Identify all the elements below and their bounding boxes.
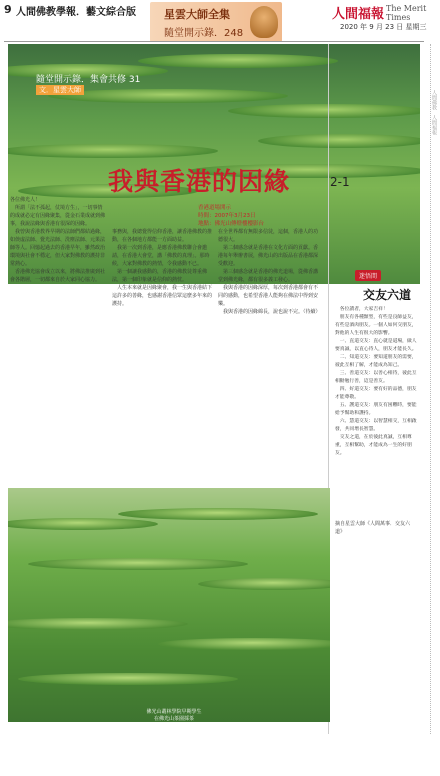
sidebar-tag: 迷悟間 bbox=[355, 270, 381, 281]
sidebar-text: 各位讀者，大家吉祥！ 朋友有各種類型，有些是良師益友，有些是酒肉朋友。一個人如何交朋友，對他的人生有很大的影響。 一、直道交友：直心就是道場，做人要真誠，以直心待人，朋友才能長久。 二、知道交友：要知道朋友的需要，彼此互相了解，才能成為知己。 三、善道交友：以善心相待，彼此互相勸勉行善，這是善友。 四、好道交友：要有好的品德，朋友才能尊敬。 五、護道交友：朋友有困難時，要能給予幫助和護持。 六、慧道交友：以智慧相交，互相啟發，共同增長智慧。 交友之道，在於彼此真誠，互相尊重，互相幫助，才能成為一生的好朋友。 bbox=[335, 307, 417, 456]
newspaper-logo-en: The Merit Times bbox=[386, 4, 427, 22]
credit-time: 時間：2007年3月23日 bbox=[198, 213, 256, 219]
banner-line-1: 星雲大師全集 bbox=[164, 8, 230, 21]
tea-picking-photo bbox=[8, 488, 330, 722]
sidebar-column bbox=[328, 44, 420, 734]
page-margin-rule bbox=[430, 44, 438, 734]
page-header bbox=[0, 0, 440, 44]
sidebar-title: 交友六道 bbox=[363, 288, 412, 302]
master-portrait-icon bbox=[250, 6, 278, 38]
issue-date: 2020 年 9 月 23 日 星期三 bbox=[340, 23, 427, 31]
article-column-2: 事務與，我總覺得信仰香港，讓香港佛教的推動，在各個地方都能一方面助益。 我第一次到香港，是應香港佛教聯合會邀請，在香港大會堂，講「佛教的真理」。那時候，大家對佛教的熱情，令我感動不已。 第一個讓我感動的，香港的佛教徒尊重佛法，第一個印象就是信仰的熱忱。 人生本來就是因緣聚會，我一生與香港結下這許多的善緣，也感謝香港信眾這麼多年來的護持。 bbox=[112, 229, 212, 307]
header-divider bbox=[4, 41, 424, 42]
collection-banner bbox=[150, 2, 282, 42]
caption-line-3: 茶園 bbox=[168, 723, 179, 729]
caption-line-2: 在佛光山茶園採茶 bbox=[153, 716, 194, 722]
caption-line-1: 佛光山叢林學院早期學生 bbox=[146, 709, 202, 715]
lecture-credit bbox=[198, 204, 328, 228]
article-column-1: 各位佛光人！ 所謂「法不孤起，仗境方生」，一切事情的成就必定有因緣聚集，從金石業成就到佛事，我說法緣與香港有很深的因緣。 我曾與香港教界早期的法師們都結過緣，如倓虛法師、覺光法師、洗塵法師、元果法師等人。回憶起過去的香港早年，雖然政治環境與社會不穩定，但大家對佛教的護持非常熱心。 香港佛光協會成立以來，將佛法推廣到社會各階層，一切都來自於大家同心協力。 bbox=[10, 197, 106, 283]
section-title: 人間佛教學報．藝文綜合版 bbox=[16, 7, 136, 18]
author-label: 文．星雲大師 bbox=[36, 85, 84, 95]
banner-line-2: 隨堂開示錄．248 bbox=[164, 28, 244, 39]
article-title: 我與香港的因緣 bbox=[108, 167, 291, 196]
newspaper-logo: 人間福報 bbox=[332, 7, 385, 22]
article-column-3: 在全世界都有無限多信徒，這個，香港人的功德很大。 第二個感念就是香港在文化方面的貢獻。香港每年舉辦書展，佛光山的出版品在香港都深受歡迎。 第三個感念就是香港的佛光道場，從佛香講堂到佛光緣，都有很多義工發心。 我與香港的因緣深厚，每次到香港都會有不同的感動，也希望香港人能夠在佛法中得到安樂。 我與香港的因緣綿長，說也說不完。（待續） bbox=[218, 229, 321, 315]
photo-caption bbox=[124, 709, 224, 730]
credit-head: 香港道場開示 bbox=[198, 205, 232, 211]
sidebar-source: 摘自星雲大師《人間萬事．交友六道》 bbox=[335, 521, 411, 535]
margin-text: 人間佛教 人間福報 bbox=[431, 90, 437, 135]
series-label: 隨堂開示錄．集會共修 31 bbox=[36, 75, 141, 85]
credit-place: 地點：佛光山傳燈樓樓影台 bbox=[198, 221, 265, 227]
article-part: 2-1 bbox=[330, 175, 350, 189]
page-number: 9 bbox=[4, 3, 12, 16]
